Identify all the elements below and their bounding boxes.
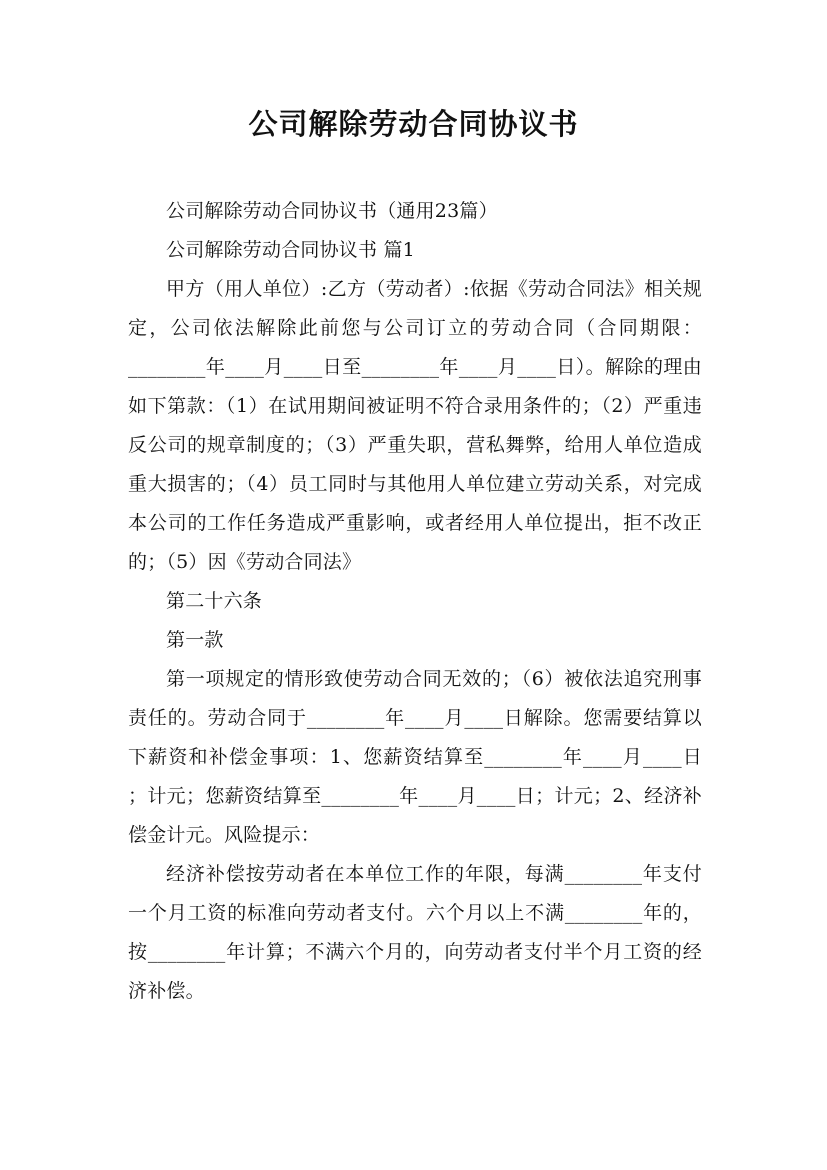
body-paragraph: 甲方（用人单位）:乙方（劳动者）:依据《劳动合同法》相关规定，公司依法解除此前您与公司订立的劳动合同（合同期限：________年____月____日至________年____月____日）。解除的理由如下第款：（1）在试用期间被证明不符合录用条件的；（2）严重违反公司的规章制度的；（3）严重失职，营私舞弊，给用人单位造成重大损害的；（4）员工同时与其他用人单位建立劳动关系，对完成本公司的工作任务造成严重影响，或者经用人单位提出，拒不改正的；（5）因《劳动合同法》 bbox=[128, 278, 702, 573]
subtitle-paragraph: 公司解除劳动合同协议书（通用23篇） bbox=[166, 200, 498, 222]
body-paragraph: 经济补偿按劳动者在本单位工作的年限，每满________年支付一个月工资的标准向劳动者支付。六个月以上不满________年的，按________年计算；不满六个月的，向劳动者支付半个月工资的经济补偿。 bbox=[128, 863, 702, 1002]
document-body bbox=[128, 192, 702, 1011]
article-heading-paragraph: 第二十六条 bbox=[166, 590, 263, 612]
clause-heading-paragraph: 第一款 bbox=[166, 629, 224, 651]
body-paragraph: 第一项规定的情形致使劳动合同无效的；（6）被依法追究刑事责任的。劳动合同于________年____月____日解除。您需要结算以下薪资和补偿金事项：1、您薪资结算至________年____月____日 ；计元；您薪资结算至________年____月____日；计元；2、经济补偿金计元。风险提示： bbox=[128, 668, 702, 846]
document-title: 公司解除劳动合同协议书 bbox=[248, 107, 579, 141]
section-heading-paragraph: 公司解除劳动合同协议书 篇1 bbox=[166, 239, 415, 261]
